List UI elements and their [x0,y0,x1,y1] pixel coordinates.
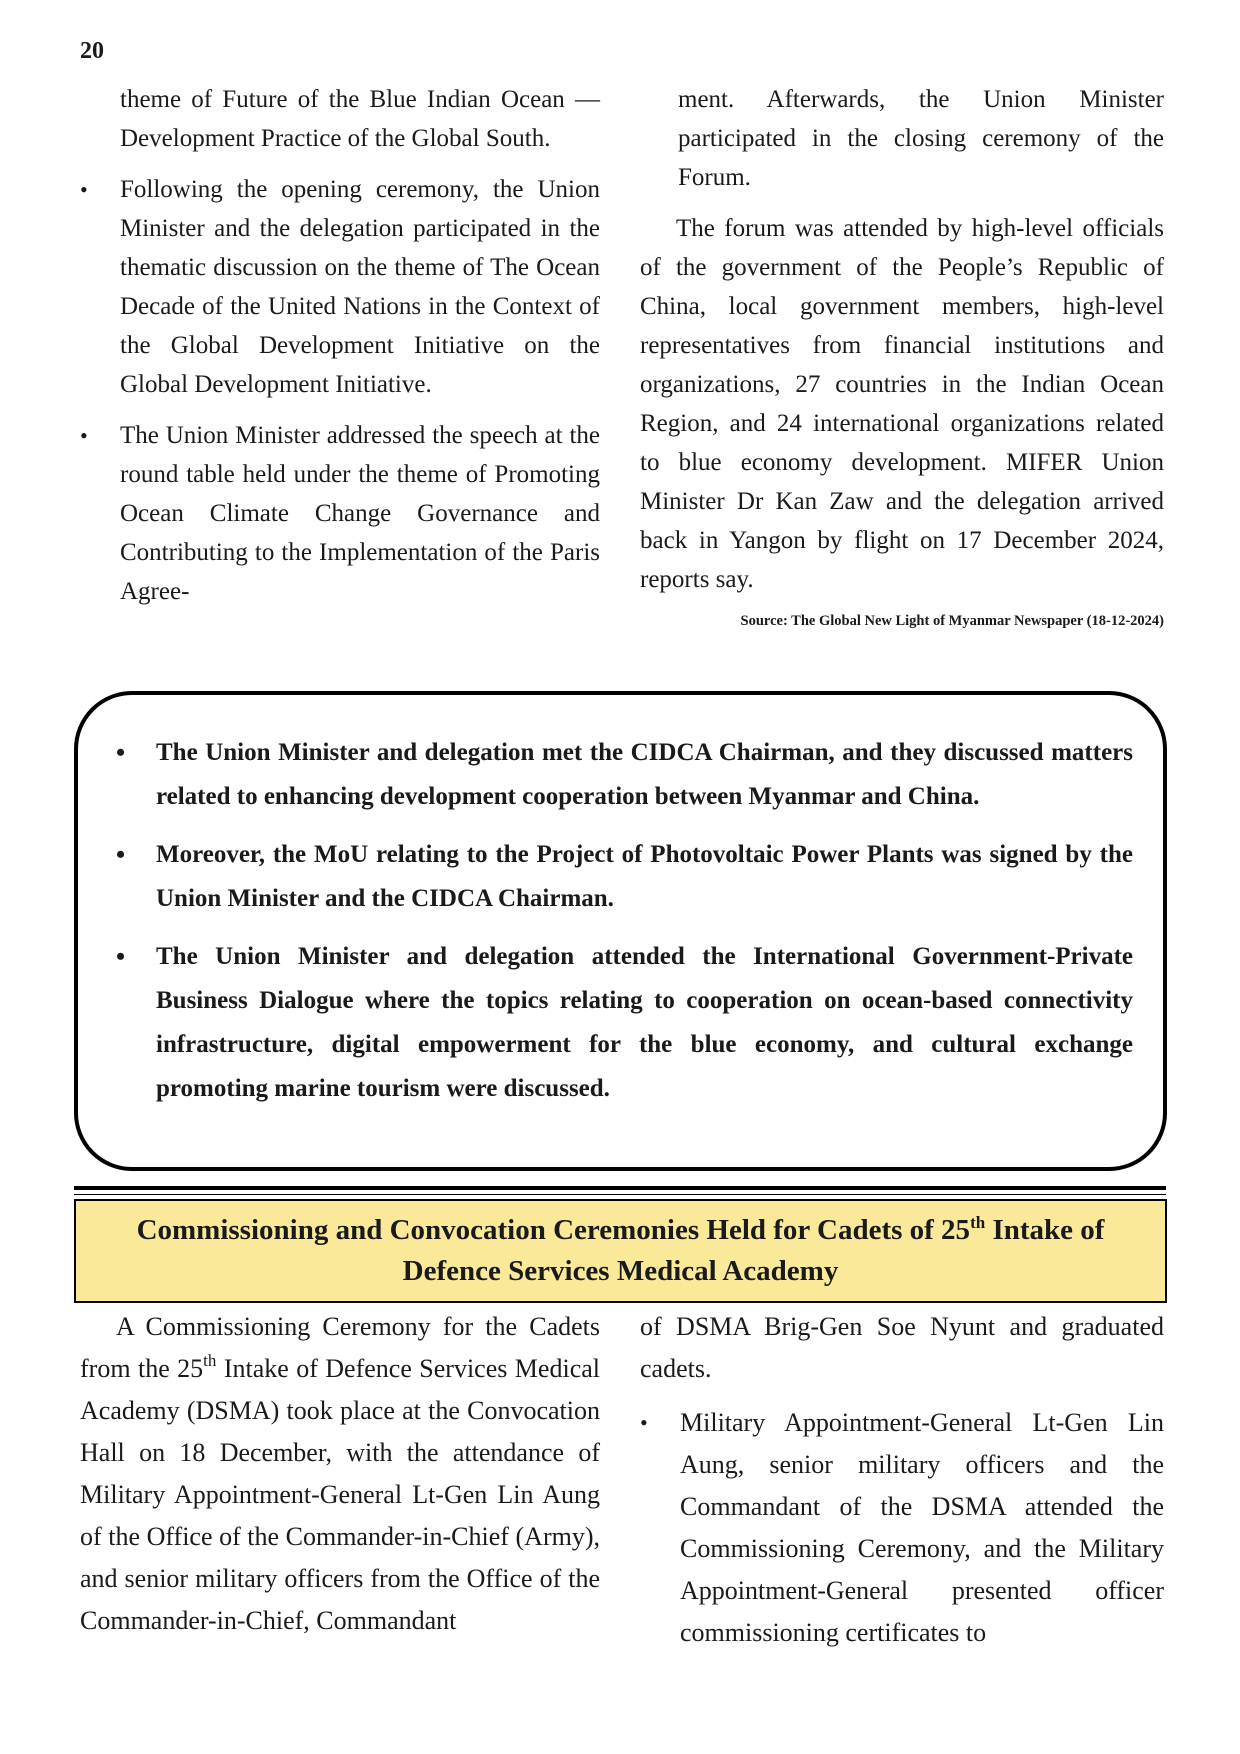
highlight-box [74,691,1167,1171]
top-left-column [80,80,600,611]
top-left-list [80,80,600,611]
highlight-item-text: The Union Minister and delegation met the CIDCA Chairman, and they discussed matters related to enhancing development cooperation between Myanmar and China. [156,739,1133,810]
list-item-text: Following the opening ceremony, the Union Minister and the delegation participated in the thematic discussion on the theme of The Ocean Decade of the United Nations in the Context of the Global Development Initiative on the Global Development Initiative. [120,176,600,398]
highlight-item-dialogue [108,935,1133,1111]
article-paragraph [80,1306,600,1642]
top-right-column [640,80,1164,631]
continued-text: ment. Afterwards, the Union Minister participated in the closing ceremony of the Forum. [678,86,1164,191]
highlight-item-mou [108,833,1133,921]
list-item-thematic-discussion [80,170,600,404]
forum-paragraph: The forum was attended by high-level officials of the government of the People’s Republic of China, local government members, high-level representatives from financial institutions and organizations, 27 countries in the Indian Ocean Region, and 24 international organizations related to blue economy development. MIFER Union Minister Dr Kan Zaw and the delegation arrived back in Yangon by flight on 17 December 2024, reports say. [640,215,1164,593]
list-item-text: The Union Minister addressed the speech at the round table held under the theme of Promoting Ocean Climate Change Governance and Contributing to the Implementation of the Paris Agree- [120,422,600,605]
continued-text: of DSMA Brig-Gen Soe Nyunt and graduated cadets. [640,1312,1164,1383]
headline-text: Intake of [985,1214,1105,1246]
list-item-text: Military Appointment-General Lt-Gen Lin Aung, senior military officers and the Commandant of the DSMA attended the Commissioning Ceremony, and the Military Appointment-General presented officer commissioning certificates to [680,1408,1164,1647]
highlight-list [108,731,1133,1111]
paragraph-superscript: th [203,1351,217,1370]
source-citation: Source: The Global New Light of Myanmar Newspaper (18-12-2024) [740,613,1164,629]
article-headline [74,1199,1167,1303]
headline-superscript: th [970,1213,986,1232]
page-number: 20 [80,38,104,64]
highlight-item-cidca-meeting [108,731,1133,819]
list-item-round-table [80,416,600,611]
lower-right-list [640,1402,1164,1654]
highlight-item-text: Moreover, the MoU relating to the Project of Photovoltaic Power Plants was signed by the Union Minister and the CIDCA Chairman. [156,841,1133,912]
lower-left-column [80,1306,600,1642]
continued-text [80,80,600,158]
lower-right-column [640,1306,1164,1654]
headline-text: Commissioning and Convocation Ceremonies Held for Cadets of 25 [136,1214,971,1246]
continued-text-content: theme of Future of the Blue Indian Ocean — Development Practice of the Global South. [120,86,600,152]
paragraph-text: Intake of Defence Services Medical Academy (DSMA) took place at the Convocation Hall on 18 December, with the attendance of Military Appointment-General Lt-Gen Lin Aung of the Office of the Commander-in-Chief (Army), and senior military officers from the Office of the Commander-in-Chief, Commandant [80,1354,600,1635]
headline-line-1 [137,1210,1105,1251]
highlight-item-text: The Union Minister and delegation attended the International Government-Private Business Dialogue where the topics relating to cooperation on ocean-based connectivity infrastructure, digital empowerment for the blue economy, and cultural exchange promoting marine tourism were discussed. [156,943,1133,1102]
section-divider [74,1186,1166,1195]
list-item-commissioning [640,1402,1164,1654]
paragraph-text: A Commissioning Ceremony for the Cadets from the 25 [80,1312,600,1383]
headline-line-2: Defence Services Medical Academy [402,1255,839,1287]
